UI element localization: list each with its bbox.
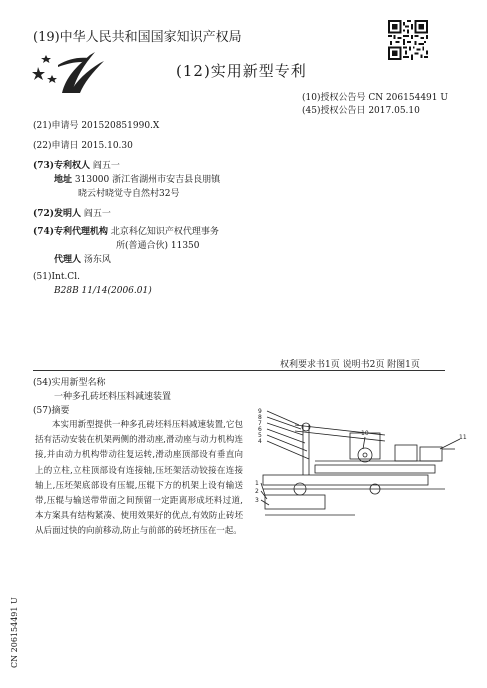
figure-label-10: 10 (361, 430, 369, 437)
agency-row (33, 224, 219, 237)
figure-label-1: 1 (255, 480, 259, 487)
abstract-text: 本实用新型提供一种多孔砖坯料压料减速装置,它包括有活动安装在机架两侧的滑动座,滑动座与动力机构连接,并由动力机构带动往复运转,滑动座顶部设有垂直向上的立柱,立柱顶部设有连接轴,压坯架活动铰接在连接轴上,压坯架底部设有压辊,压辊下方的机架上设有输送带,压辊与输送带带面之间预留一定距离形成坯料过道,本方案具有结构紧凑、使用效果好的优点,有效防止砖坯从后面过快的向前移动,防止与前部的砖坯挤压在一起。 (35, 420, 243, 537)
figure-label-8: 8 (258, 414, 262, 421)
inventor-value: 阎五一 (83, 209, 111, 219)
side-publication-number: CN 206154491 U (10, 597, 19, 668)
address-label: 地址 (54, 175, 73, 185)
qr-code (388, 20, 428, 60)
figure-label-11: 11 (459, 434, 467, 441)
agency-label: (74)专利代理机构 (33, 227, 109, 237)
section-divider (33, 370, 445, 371)
patentee-value: 阎五一 (92, 161, 120, 171)
ipc-code: B28B 11/14(2006.01) (54, 286, 152, 296)
figure-label-7: 7 (258, 420, 262, 427)
application-number: (21)申请号 201520851990.X (33, 121, 160, 131)
abstract-label: (57)摘要 (33, 406, 70, 416)
figure-label-9: 9 (258, 408, 262, 415)
figure-label-5: 5 (258, 432, 262, 439)
address-line-1: 313000 浙江省湖州市安吉县良朋镇 (74, 175, 221, 185)
announcement-date: (45)授权公告日 2017.05.10 (302, 106, 420, 116)
announcement-number: (10)授权公告号 CN 206154491 U (302, 93, 448, 103)
figure-label-2: 2 (255, 488, 259, 495)
agency-line-1: 北京科亿知识产权代理事务 (110, 227, 219, 237)
sipo-emblem-logo (32, 47, 107, 95)
address-row (54, 172, 220, 185)
document-type-title: (12)实用新型专利 (176, 62, 307, 80)
pages-info: 权利要求书1页 说明书2页 附图1页 (280, 360, 420, 370)
ipc-label: (51)Int.Cl. (33, 272, 80, 282)
figure-label-6: 6 (258, 426, 262, 433)
figure-label-3: 3 (255, 497, 259, 504)
figure-label-4: 4 (258, 438, 262, 445)
utility-name: 一种多孔砖坯料压料减速装置 (54, 392, 172, 402)
agent-value: 汤东风 (83, 255, 111, 265)
agency-line-2: 所(普通合伙) 11350 (116, 241, 200, 251)
patentee-label: (73)专利权人 (33, 161, 91, 171)
abstract-figure-drawing (255, 405, 470, 535)
address-line-2: 晓云村晓觉寺自然村32号 (78, 189, 180, 199)
inventor-row (33, 206, 111, 219)
patentee-row (33, 158, 120, 171)
agent-label: 代理人 (54, 255, 82, 265)
filing-date: (22)申请日 2015.10.30 (33, 141, 133, 151)
office-name: (19)中华人民共和国国家知识产权局 (33, 30, 242, 45)
inventor-label: (72)发明人 (33, 209, 82, 219)
utility-name-label: (54)实用新型名称 (33, 378, 106, 388)
agent-row (54, 252, 111, 265)
